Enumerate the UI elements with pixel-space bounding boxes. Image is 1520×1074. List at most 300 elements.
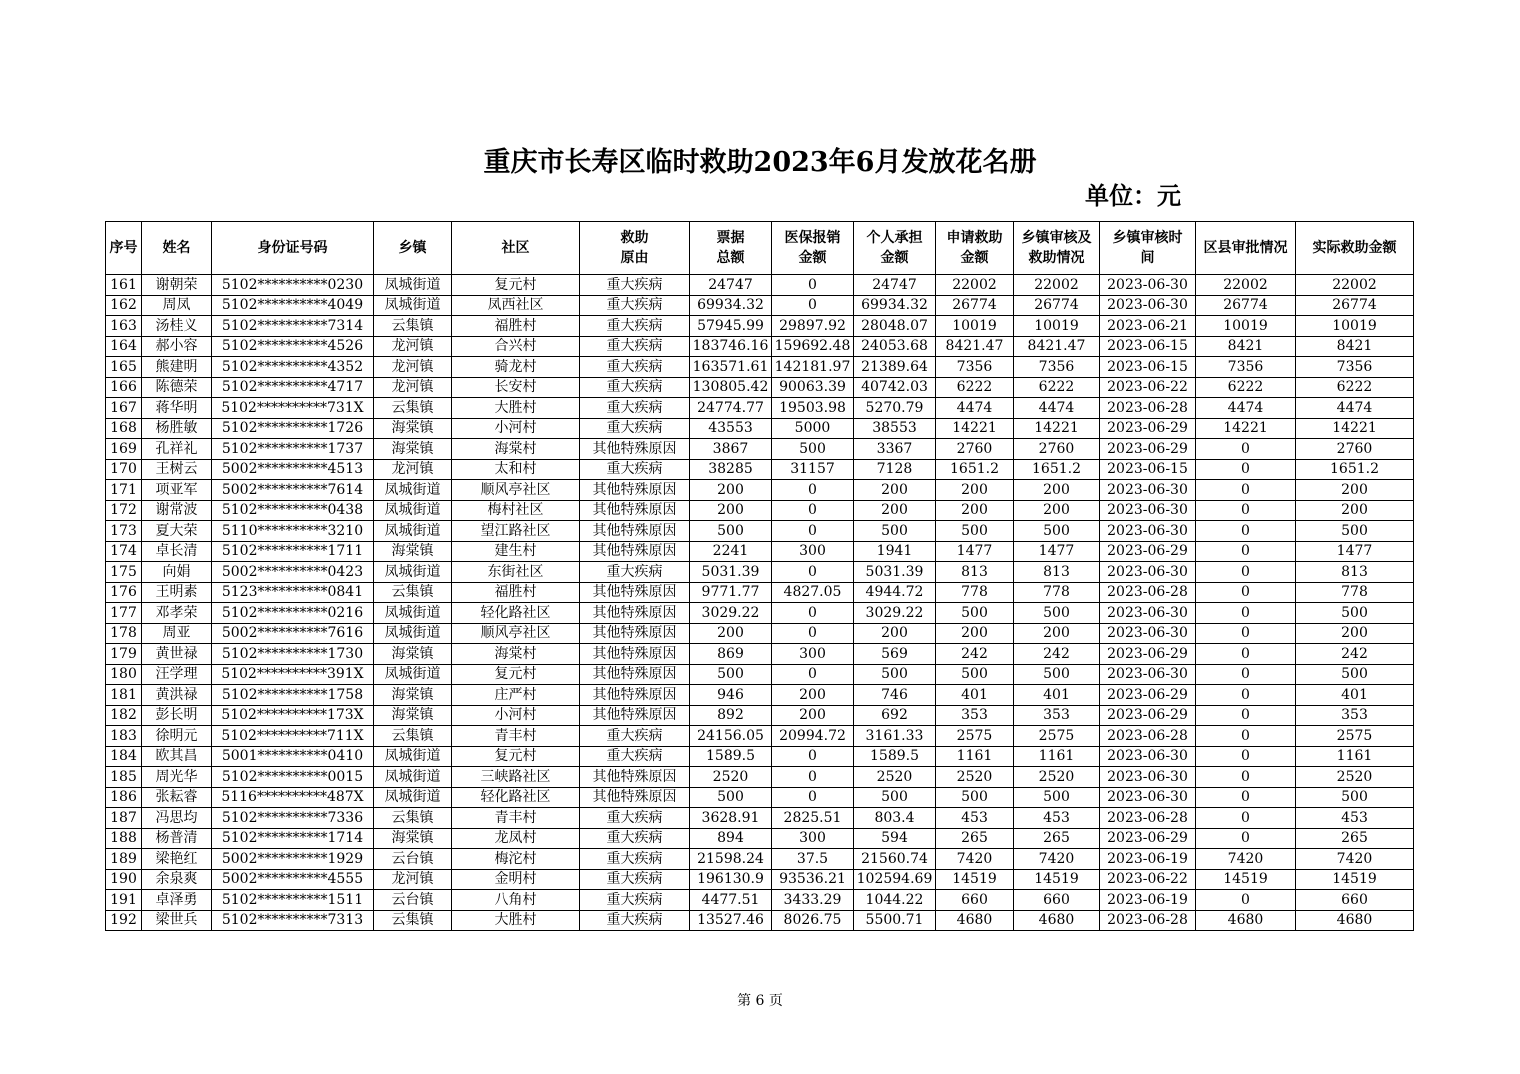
table-row [106,705,1414,726]
col-id-number-cell: 5102**********0015 [212,767,374,788]
col-id-number-cell: 5002**********7614 [212,480,374,501]
col-actual-amount-cell: 10019 [1296,316,1414,337]
col-town-review-date-cell: 2023-06-21 [1100,316,1196,337]
col-actual-amount-cell: 8421 [1296,336,1414,357]
col-name-cell: 谢常波 [142,500,212,521]
col-reason-cell: 其他特殊原因 [580,500,690,521]
col-personal-share-cell: 200 [854,480,936,501]
col-town-cell: 龙河镇 [374,459,452,480]
col-insurance-reimbursed-cell: 300 [772,828,854,849]
col-index-cell: 187 [106,808,142,829]
table-row [106,377,1414,398]
col-town-cell: 海棠镇 [374,828,452,849]
col-bill-total-cell: 200 [690,623,772,644]
table-row [106,541,1414,562]
col-name-cell: 周光华 [142,767,212,788]
col-id-number-cell: 5102**********7313 [212,910,374,931]
col-personal-share-cell: 5500.71 [854,910,936,931]
table-row [106,439,1414,460]
table-row [106,910,1414,931]
col-actual-amount-cell: 26774 [1296,295,1414,316]
col-insurance-reimbursed-cell: 0 [772,623,854,644]
col-reason-cell: 重大疾病 [580,275,690,296]
col-town-review-date-cell: 2023-06-30 [1100,603,1196,624]
col-town-review-cell: 14221 [1014,418,1100,439]
col-requested-amount-cell: 500 [936,521,1014,542]
col-personal-share-cell: 692 [854,705,936,726]
col-bill-total-cell: 500 [690,664,772,685]
col-index-cell: 167 [106,398,142,419]
col-insurance-reimbursed-cell: 20994.72 [772,726,854,747]
col-reason-cell: 其他特殊原因 [580,685,690,706]
col-name-cell: 熊建明 [142,357,212,378]
col-reason-cell: 其他特殊原因 [580,521,690,542]
col-reason-cell: 重大疾病 [580,808,690,829]
col-index-cell: 173 [106,521,142,542]
col-town-review-cell: 813 [1014,562,1100,583]
col-name-cell: 谢朝荣 [142,275,212,296]
col-town-review-cell: 401 [1014,685,1100,706]
col-town-review-cell: 500 [1014,521,1100,542]
col-community-cell: 小河村 [452,705,580,726]
col-insurance-reimbursed-cell: 0 [772,295,854,316]
col-index-cell: 169 [106,439,142,460]
col-actual-amount-cell: 500 [1296,603,1414,624]
col-requested-amount-cell: 7356 [936,357,1014,378]
col-town-cell: 凤城街道 [374,664,452,685]
col-county-approval-cell: 0 [1196,890,1296,911]
col-personal-share-cell: 1589.5 [854,746,936,767]
col-insurance-reimbursed-cell: 0 [772,275,854,296]
col-reason-cell: 其他特殊原因 [580,644,690,665]
col-bill-total-cell: 3628.91 [690,808,772,829]
col-county-approval-cell: 0 [1196,480,1296,501]
col-community-cell: 顺风亭社区 [452,480,580,501]
col-town-review-cell: 200 [1014,623,1100,644]
col-town-cell: 云集镇 [374,808,452,829]
col-county-approval-cell: 4474 [1196,398,1296,419]
col-personal-share-cell: 4944.72 [854,582,936,603]
col-bill-total-cell: 69934.32 [690,295,772,316]
col-reason-cell: 其他特殊原因 [580,603,690,624]
col-id-number-cell: 5102**********4717 [212,377,374,398]
col-reason-cell: 其他特殊原因 [580,480,690,501]
col-insurance-reimbursed-cell: 93536.21 [772,869,854,890]
table-row [106,767,1414,788]
col-town-review-cell: 242 [1014,644,1100,665]
col-index-cell: 168 [106,418,142,439]
col-actual-amount-cell: 500 [1296,787,1414,808]
col-town-review-date-cell: 2023-06-30 [1100,746,1196,767]
col-county-approval-cell: 0 [1196,623,1296,644]
table-body [106,275,1414,931]
col-insurance-reimbursed-cell: 0 [772,521,854,542]
col-county-approval-cell: 0 [1196,562,1296,583]
col-bill-total-cell: 3029.22 [690,603,772,624]
col-id-number-cell: 5102**********1758 [212,685,374,706]
col-index-cell: 183 [106,726,142,747]
col-personal-share-cell: 3029.22 [854,603,936,624]
col-reason-cell: 其他特殊原因 [580,767,690,788]
col-town-review-cell: 4680 [1014,910,1100,931]
col-insurance-reimbursed-cell: 500 [772,439,854,460]
col-reason-header: 救助 原由 [580,222,690,275]
col-reason-cell: 重大疾病 [580,562,690,583]
col-id-number-cell: 5102**********7314 [212,316,374,337]
col-bill-total-cell: 163571.61 [690,357,772,378]
table-row [106,746,1414,767]
col-actual-amount-cell: 200 [1296,500,1414,521]
col-bill-total-cell: 4477.51 [690,890,772,911]
col-town-cell: 海棠镇 [374,644,452,665]
col-personal-share-cell: 594 [854,828,936,849]
col-town-cell: 凤城街道 [374,603,452,624]
col-name-cell: 汪学理 [142,664,212,685]
col-town-review-cell: 353 [1014,705,1100,726]
col-community-cell: 龙凤村 [452,828,580,849]
col-reason-cell: 重大疾病 [580,890,690,911]
col-bill-total-cell: 24774.77 [690,398,772,419]
col-requested-amount-cell: 401 [936,685,1014,706]
page-title: 重庆市长寿区临时救助2023年6月发放花名册 [483,147,1037,178]
col-town-cell: 海棠镇 [374,541,452,562]
col-county-approval-header: 区县审批情况 [1196,222,1296,275]
col-community-cell: 复元村 [452,275,580,296]
col-reason-cell: 重大疾病 [580,459,690,480]
col-actual-amount-cell: 401 [1296,685,1414,706]
col-actual-amount-cell: 813 [1296,562,1414,583]
table-row [106,316,1414,337]
col-town-review-cell: 200 [1014,480,1100,501]
col-reason-cell: 重大疾病 [580,357,690,378]
col-id-number-cell: 5102**********1714 [212,828,374,849]
col-bill-total-cell: 946 [690,685,772,706]
col-community-cell: 轻化路社区 [452,787,580,808]
col-insurance-reimbursed-cell: 0 [772,787,854,808]
col-town-review-date-header: 乡镇审核时 间 [1100,222,1196,275]
col-town-review-cell: 778 [1014,582,1100,603]
col-name-cell: 周亚 [142,623,212,644]
col-index-cell: 182 [106,705,142,726]
col-town-review-cell: 200 [1014,500,1100,521]
col-name-cell: 彭长明 [142,705,212,726]
col-bill-total-cell: 500 [690,521,772,542]
col-community-cell: 顺风亭社区 [452,623,580,644]
col-county-approval-cell: 6222 [1196,377,1296,398]
col-town-review-date-cell: 2023-06-19 [1100,849,1196,870]
col-town-review-header: 乡镇审核及 救助情况 [1014,222,1100,275]
table-row [106,336,1414,357]
col-community-cell: 福胜村 [452,316,580,337]
col-bill-total-cell: 24747 [690,275,772,296]
col-requested-amount-cell: 2520 [936,767,1014,788]
col-insurance-reimbursed-cell: 19503.98 [772,398,854,419]
col-personal-share-cell: 200 [854,500,936,521]
table-row [106,521,1414,542]
col-community-cell: 福胜村 [452,582,580,603]
col-bill-total-cell: 1589.5 [690,746,772,767]
col-index-cell: 163 [106,316,142,337]
col-town-review-date-cell: 2023-06-29 [1100,828,1196,849]
col-id-number-cell: 5102**********731X [212,398,374,419]
col-town-review-date-cell: 2023-06-29 [1100,418,1196,439]
table-row [106,787,1414,808]
col-town-review-date-cell: 2023-06-30 [1100,500,1196,521]
col-reason-cell: 重大疾病 [580,726,690,747]
col-town-review-date-cell: 2023-06-28 [1100,808,1196,829]
col-reason-cell: 重大疾病 [580,746,690,767]
col-community-header: 社区 [452,222,580,275]
col-community-cell: 复元村 [452,746,580,767]
col-town-cell: 凤城街道 [374,767,452,788]
roster-table [105,221,1414,931]
col-requested-amount-cell: 353 [936,705,1014,726]
col-community-cell: 太和村 [452,459,580,480]
col-reason-cell: 重大疾病 [580,377,690,398]
col-name-cell: 王树云 [142,459,212,480]
col-requested-amount-cell: 6222 [936,377,1014,398]
col-town-review-date-cell: 2023-06-30 [1100,295,1196,316]
col-actual-amount-cell: 14221 [1296,418,1414,439]
col-town-review-cell: 2575 [1014,726,1100,747]
col-name-cell: 孔祥礼 [142,439,212,460]
col-name-cell: 黄洪禄 [142,685,212,706]
col-county-approval-cell: 0 [1196,767,1296,788]
col-town-review-cell: 1651.2 [1014,459,1100,480]
col-town-cell: 凤城街道 [374,521,452,542]
col-county-approval-cell: 0 [1196,439,1296,460]
col-town-review-cell: 265 [1014,828,1100,849]
col-name-cell: 蒋华明 [142,398,212,419]
col-bill-total-cell: 2520 [690,767,772,788]
col-county-approval-cell: 0 [1196,459,1296,480]
col-requested-amount-cell: 242 [936,644,1014,665]
col-personal-share-cell: 569 [854,644,936,665]
col-requested-amount-cell: 2760 [936,439,1014,460]
col-town-cell: 龙河镇 [374,377,452,398]
col-town-cell: 云台镇 [374,849,452,870]
col-personal-share-cell: 803.4 [854,808,936,829]
col-actual-amount-cell: 660 [1296,890,1414,911]
col-name-cell: 王明素 [142,582,212,603]
col-bill-total-cell: 38285 [690,459,772,480]
col-actual-amount-cell: 500 [1296,664,1414,685]
col-index-cell: 189 [106,849,142,870]
col-id-number-cell: 5001**********0410 [212,746,374,767]
col-requested-amount-cell: 778 [936,582,1014,603]
col-insurance-reimbursed-cell: 142181.97 [772,357,854,378]
col-bill-total-cell: 13527.46 [690,910,772,931]
col-county-approval-cell: 0 [1196,726,1296,747]
col-requested-amount-cell: 200 [936,500,1014,521]
col-insurance-reimbursed-cell: 31157 [772,459,854,480]
table-row [106,275,1414,296]
col-town-cell: 凤城街道 [374,746,452,767]
col-actual-amount-cell: 14519 [1296,869,1414,890]
col-requested-amount-cell: 22002 [936,275,1014,296]
col-requested-amount-cell: 200 [936,623,1014,644]
col-personal-share-cell: 24053.68 [854,336,936,357]
col-town-review-date-cell: 2023-06-29 [1100,705,1196,726]
col-id-number-cell: 5102**********4526 [212,336,374,357]
col-id-number-cell: 5002**********4555 [212,869,374,890]
col-insurance-reimbursed-cell: 0 [772,746,854,767]
col-index-cell: 184 [106,746,142,767]
col-actual-amount-cell: 200 [1296,623,1414,644]
col-requested-amount-cell: 265 [936,828,1014,849]
table-row [106,869,1414,890]
col-index-cell: 186 [106,787,142,808]
col-id-number-cell: 5102**********1511 [212,890,374,911]
col-actual-amount-cell: 22002 [1296,275,1414,296]
table-row [106,685,1414,706]
col-index-cell: 180 [106,664,142,685]
col-county-approval-cell: 0 [1196,500,1296,521]
col-county-approval-cell: 0 [1196,603,1296,624]
col-bill-total-cell: 869 [690,644,772,665]
col-index-cell: 172 [106,500,142,521]
col-id-number-cell: 5102**********4049 [212,295,374,316]
col-community-cell: 青丰村 [452,726,580,747]
col-reason-cell: 其他特殊原因 [580,705,690,726]
col-index-cell: 185 [106,767,142,788]
col-town-review-date-cell: 2023-06-28 [1100,582,1196,603]
col-personal-share-cell: 3367 [854,439,936,460]
col-personal-share-cell: 500 [854,521,936,542]
col-index-cell: 162 [106,295,142,316]
col-bill-total-cell: 892 [690,705,772,726]
col-index-cell: 177 [106,603,142,624]
col-requested-amount-cell: 14519 [936,869,1014,890]
col-personal-share-cell: 1941 [854,541,936,562]
col-town-cell: 龙河镇 [374,336,452,357]
col-town-review-cell: 500 [1014,664,1100,685]
table-row [106,582,1414,603]
col-community-cell: 海棠村 [452,439,580,460]
col-index-cell: 191 [106,890,142,911]
col-name-cell: 邓孝荣 [142,603,212,624]
col-community-cell: 金明村 [452,869,580,890]
col-requested-amount-cell: 1651.2 [936,459,1014,480]
col-community-cell: 合兴村 [452,336,580,357]
col-requested-amount-cell: 500 [936,603,1014,624]
col-name-cell: 余泉爽 [142,869,212,890]
col-name-cell: 徐明元 [142,726,212,747]
col-id-number-cell: 5102**********173X [212,705,374,726]
col-reason-cell: 其他特殊原因 [580,787,690,808]
col-id-number-cell: 5102**********0438 [212,500,374,521]
col-id-number-cell: 5110**********3210 [212,521,374,542]
col-town-review-date-cell: 2023-06-30 [1100,562,1196,583]
col-actual-amount-cell: 200 [1296,480,1414,501]
table-row [106,644,1414,665]
col-county-approval-cell: 0 [1196,541,1296,562]
col-id-number-cell: 5102**********7336 [212,808,374,829]
col-town-review-date-cell: 2023-06-30 [1100,275,1196,296]
col-personal-share-cell: 21560.74 [854,849,936,870]
col-town-cell: 海棠镇 [374,418,452,439]
col-town-review-cell: 1161 [1014,746,1100,767]
col-name-cell: 卓泽勇 [142,890,212,911]
table-row [106,295,1414,316]
col-community-cell: 复元村 [452,664,580,685]
col-bill-total-cell: 43553 [690,418,772,439]
col-insurance-reimbursed-cell: 90063.39 [772,377,854,398]
col-name-cell: 梁艳红 [142,849,212,870]
col-insurance-reimbursed-cell: 0 [772,664,854,685]
col-actual-amount-cell: 1161 [1296,746,1414,767]
col-insurance-reimbursed-cell: 0 [772,603,854,624]
col-insurance-reimbursed-cell: 5000 [772,418,854,439]
col-community-cell: 凤西社区 [452,295,580,316]
table-row [106,623,1414,644]
unit-label: 单位：元 [1085,181,1181,210]
col-community-cell: 梅沱村 [452,849,580,870]
col-county-approval-cell: 0 [1196,705,1296,726]
col-town-review-cell: 1477 [1014,541,1100,562]
col-town-review-cell: 500 [1014,603,1100,624]
col-town-cell: 云集镇 [374,316,452,337]
col-actual-amount-cell: 265 [1296,828,1414,849]
col-town-cell: 云集镇 [374,398,452,419]
col-personal-share-cell: 500 [854,664,936,685]
col-town-review-date-cell: 2023-06-30 [1100,664,1196,685]
col-insurance-reimbursed-cell: 200 [772,705,854,726]
col-town-cell: 云台镇 [374,890,452,911]
col-town-review-date-cell: 2023-06-15 [1100,459,1196,480]
col-insurance-reimbursed-cell: 0 [772,500,854,521]
col-county-approval-cell: 14221 [1196,418,1296,439]
col-town-cell: 云集镇 [374,910,452,931]
col-id-number-cell: 5102**********1730 [212,644,374,665]
col-index-cell: 188 [106,828,142,849]
col-index-cell: 192 [106,910,142,931]
col-county-approval-cell: 0 [1196,787,1296,808]
col-town-review-date-cell: 2023-06-29 [1100,685,1196,706]
col-id-number-cell: 5116**********487X [212,787,374,808]
col-reason-cell: 重大疾病 [580,828,690,849]
col-county-approval-cell: 0 [1196,746,1296,767]
col-bill-total-cell: 3867 [690,439,772,460]
col-county-approval-cell: 4680 [1196,910,1296,931]
table-row [106,828,1414,849]
col-requested-amount-cell: 1477 [936,541,1014,562]
col-insurance-reimbursed-cell: 159692.48 [772,336,854,357]
col-personal-share-cell: 500 [854,787,936,808]
col-id-number-cell: 5002**********7616 [212,623,374,644]
col-actual-amount-cell: 7420 [1296,849,1414,870]
col-reason-cell: 重大疾病 [580,869,690,890]
col-personal-share-cell: 200 [854,623,936,644]
col-actual-amount-cell: 4680 [1296,910,1414,931]
col-community-cell: 大胜村 [452,398,580,419]
col-town-cell: 云集镇 [374,582,452,603]
col-community-cell: 东街社区 [452,562,580,583]
col-insurance-reimbursed-cell: 8026.75 [772,910,854,931]
col-actual-amount-cell: 500 [1296,521,1414,542]
col-name-cell: 汤桂义 [142,316,212,337]
col-community-cell: 长安村 [452,377,580,398]
col-community-cell: 庄严村 [452,685,580,706]
col-community-cell: 小河村 [452,418,580,439]
col-name-cell: 陈德荣 [142,377,212,398]
col-name-cell: 冯思均 [142,808,212,829]
col-insurance-reimbursed-cell: 2825.51 [772,808,854,829]
col-town-review-cell: 22002 [1014,275,1100,296]
col-name-cell: 夏大荣 [142,521,212,542]
col-insurance-reimbursed-cell: 200 [772,685,854,706]
col-id-number-cell: 5102**********4352 [212,357,374,378]
